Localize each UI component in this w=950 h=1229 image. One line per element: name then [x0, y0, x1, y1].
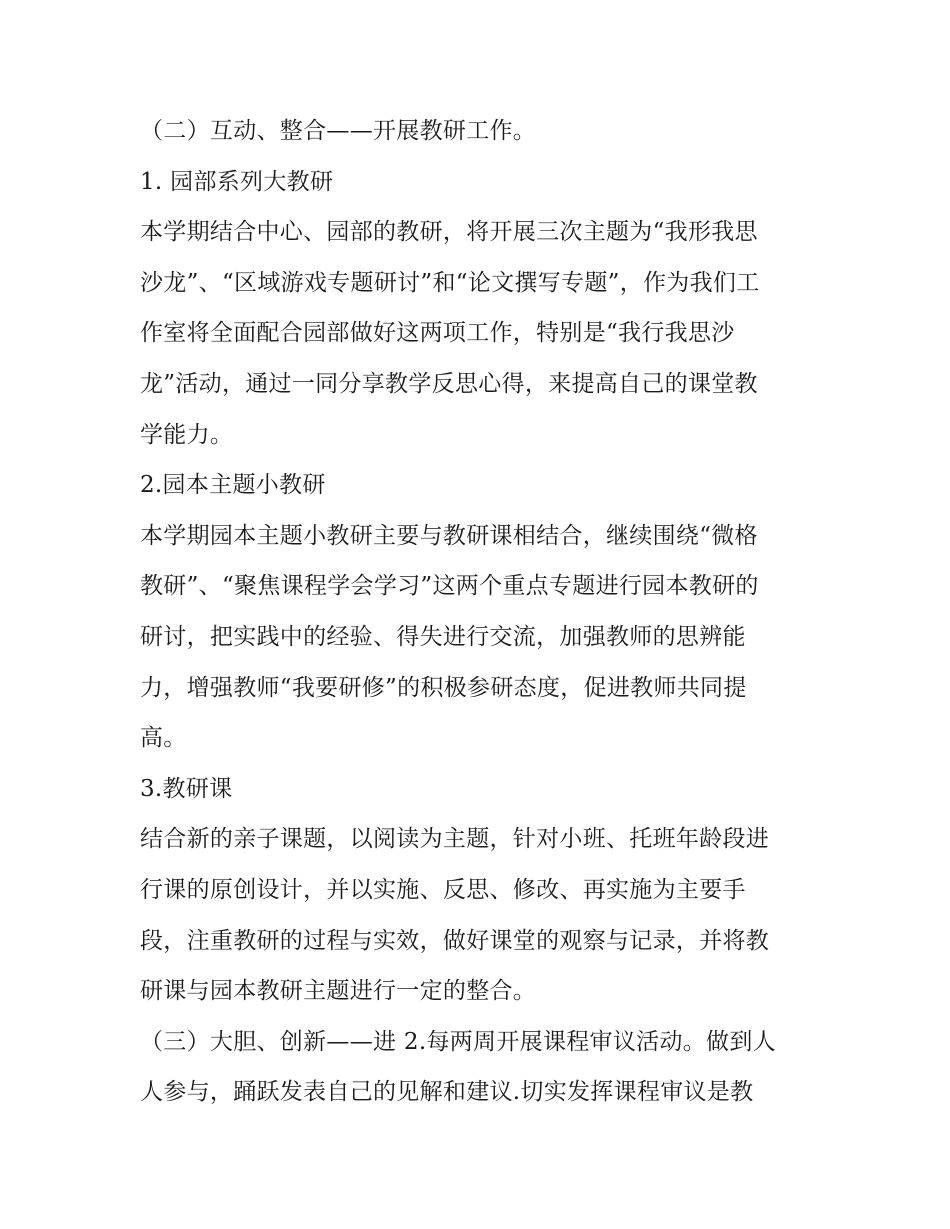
subheading-3: 3.教研课	[140, 775, 233, 802]
paragraph-line: 沙龙”、“区域游戏专题研讨”和“论文撰写专题”，作为我们工	[140, 269, 760, 296]
paragraph-line: 行课的原创设计，并以实施、反思、修改、再实施为主要手	[140, 876, 746, 903]
paragraph-line: 高。	[140, 725, 187, 752]
paragraph-line: 研课与园本教研主题进行一定的整合。	[140, 978, 537, 1005]
paragraph-line: 研讨，把实践中的经验、得失进行交流，加强教师的思辨能	[140, 623, 746, 650]
section-heading-2: （二）互动、整合——开展教研工作。	[140, 118, 537, 144]
paragraph-line: 本学期结合中心、园部的教研，将开展三次主题为“我形我思	[140, 219, 758, 246]
paragraph-line: 作室将全面配合园部做好这两项工作，特别是“我行我思沙	[140, 320, 735, 347]
paragraph-line: 学能力。	[140, 421, 234, 448]
section-heading-3: （三）大胆、创新——进 2.每两周开展课程审议活动。做到人	[140, 1028, 776, 1055]
subheading-1: 1. 园部系列大教研	[140, 168, 334, 195]
subheading-2: 2.园本主题小教研	[140, 472, 326, 499]
paragraph-line: 龙”活动，通过一同分享教学反思心得，来提高自己的课堂教	[140, 370, 758, 397]
document-body	[140, 106, 820, 1118]
paragraph-line: 本学期园本主题小教研主要与教研课相结合，继续围绕“微格	[140, 522, 758, 549]
paragraph-line: 人参与，踊跃发表自己的见解和建议.切实发挥课程审议是教	[140, 1079, 754, 1106]
paragraph-line: 教研”、“聚焦课程学会学习”这两个重点专题进行园本教研的	[140, 573, 759, 600]
paragraph-line: 力，增强教师“我要研修”的积极参研态度，促进教师共同提	[140, 674, 747, 701]
paragraph-line: 段，注重教研的过程与实效，做好课堂的观察与记录，并将教	[140, 927, 770, 954]
paragraph-line: 结合新的亲子课题，以阅读为主题，针对小班、托班年龄段进	[140, 826, 770, 853]
